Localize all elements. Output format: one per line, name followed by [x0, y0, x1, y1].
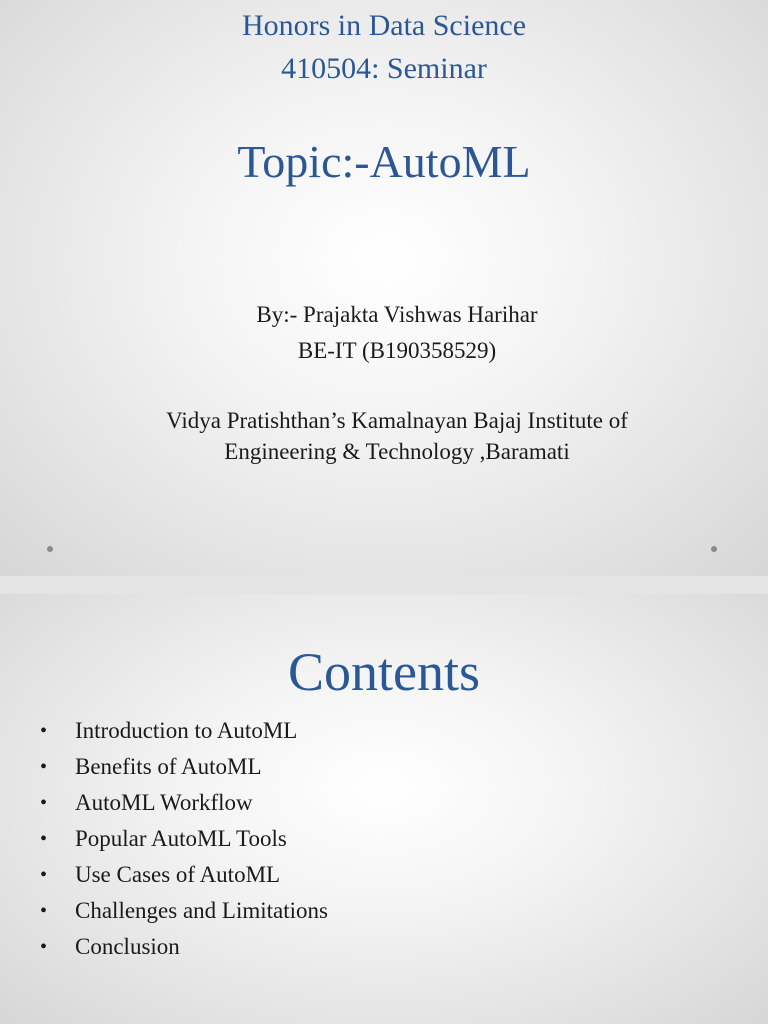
course-code: 410504: Seminar [281, 52, 487, 85]
list-item-label: Conclusion [75, 934, 180, 959]
list-item [40, 752, 328, 788]
placeholder-dot-left [47, 546, 53, 552]
author-name: By:- Prajakta Vishwas Harihar [256, 302, 538, 327]
list-item-label: AutoML Workflow [75, 790, 253, 815]
list-item [40, 824, 328, 860]
bullet-icon: • [40, 792, 48, 814]
list-item-label: Use Cases of AutoML [75, 862, 281, 887]
contents-list [40, 716, 328, 968]
institute-line-1: Vidya Pratishthan’s Kamalnayan Bajaj Institute of [166, 408, 628, 433]
bullet-icon: • [40, 720, 48, 742]
list-item [40, 860, 328, 896]
institute-line-2: Engineering & Technology ,Baramati [224, 439, 570, 464]
bullet-icon: • [40, 936, 48, 958]
list-item [40, 896, 328, 932]
list-item-label: Benefits of AutoML [75, 754, 262, 779]
bullet-icon: • [40, 900, 48, 922]
bullet-icon: • [40, 828, 48, 850]
list-item-label: Popular AutoML Tools [75, 826, 287, 851]
list-item-label: Introduction to AutoML [75, 718, 298, 743]
slide-divider [0, 576, 768, 594]
topic-title: Topic:-AutoML [237, 136, 531, 187]
placeholder-dot-right [711, 546, 717, 552]
course-title: Honors in Data Science [241, 9, 527, 42]
bullet-icon: • [40, 864, 48, 886]
list-item [40, 716, 328, 752]
list-item-label: Challenges and Limitations [75, 898, 328, 923]
contents-heading: Contents [287, 642, 480, 702]
list-item [40, 788, 328, 824]
list-item [40, 932, 328, 968]
contents-slide [0, 594, 768, 1024]
roll-number: BE-IT (B190358529) [297, 338, 497, 363]
bullet-icon: • [40, 756, 48, 778]
